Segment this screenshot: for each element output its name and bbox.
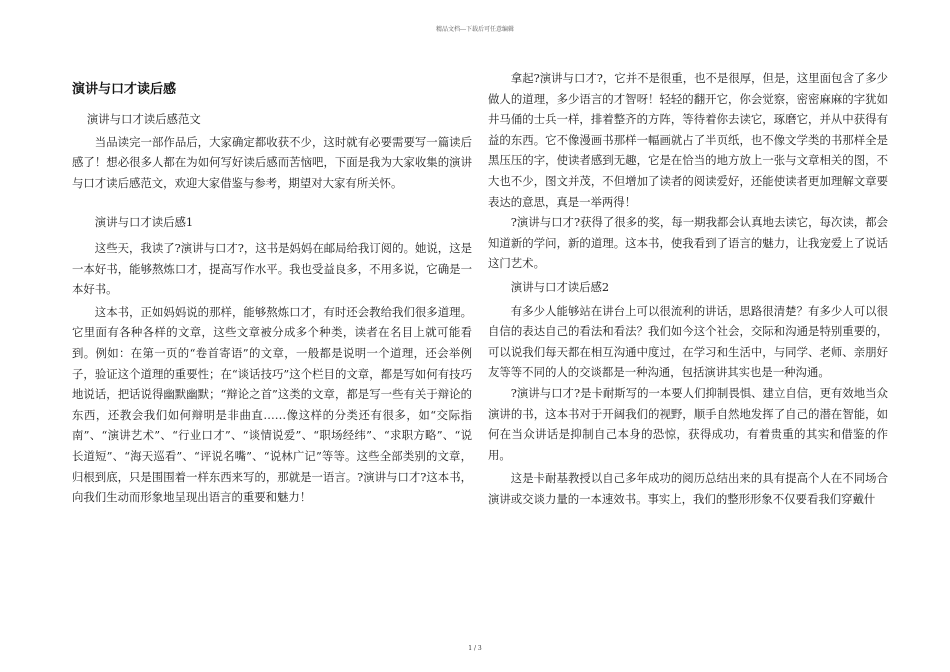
section-1-heading: 演讲与口才读后感1 (94, 215, 194, 230)
left-column (72, 68, 472, 508)
section-1-paragraph-3: 拿起?演讲与口才?，它并不是很重，也不是很厚，但是，这里面包含了多少做人的道理，多少语言的才智呀！轻轻的翻开它，你会觉察，密密麻麻的字犹如井马俑的士兵一样，排着整齐的方阵，等待着你去读它，琢磨它，并从中获得有益的东西。它不像漫画书那样一幅画就占了半页纸，也不像文学类的书那样全是黑压压的字，使读者感到无趣，它是在恰当的地方放上一张与文章相关的图，不大也不少，图文并茂，不但增加了读者的阅读爱好，还能使读者更加理解文章要表达的意思，真是一举两得！ (488, 71, 888, 209)
section-2-paragraph-1: 有多少人能够站在讲台上可以很流利的讲话，思路很清楚？有多少人可以很自信的表达自己的看法和看法？我们如今这个社会，交际和沟通是特别重要的，可以说我们每天都在相互沟通中度过，在学习和生活中，与同学、老师、亲朋好友等等不同的人的交谈都是一种沟通，包括演讲其实也是一种沟通。 (488, 303, 888, 380)
section-1-paragraph-1: 这些天，我读了?演讲与口才?，这书是妈妈在邮局给我订阅的。她说，这是一本好书，能够熬炼口才，提高写作水平。我也受益良多，不用多说，它确是一本好书。 (72, 240, 472, 297)
document-title: 演讲与口才读后感 (72, 82, 177, 97)
section-2-heading: 演讲与口才读后感2 (510, 279, 610, 294)
section-1-paragraph-4: ?演讲与口才?获得了很多的奖，每一期我都会认真地去读它，每次读，都会知道新的学问，新的道理。这本书，使我看到了语言的魅力，让我宠爱上了说话这门艺术。 (488, 215, 888, 271)
intro-paragraph: 当品读完一部作品后，大家确定都收获不少，这时就有必要需要写一篇读后感了！想必很多人都在为如何写好读后感而苦恼吧，下面是我为大家收集的演讲与口才读后感范文，欢迎大家借鉴与参考，期望对大家有所关怀。 (72, 134, 472, 190)
section-2-paragraph-3: 这是卡耐基教授以自己多年成功的阅历总结出来的具有提高个人在不同场合演讲或交谈力量的一本速效书。事实上，我们的整形形象不仅要看我们穿戴什 (488, 471, 888, 506)
section-1-paragraph-2: 这本书，正如妈妈说的那样，能够熬炼口才，有时还会教给我们很多道理。它里面有各种各样的文章，这些文章被分成多个种类，读者在名目上就可能看到。例如：在第一页的“卷首寄语”的文章，一般都是说明一个道理，还会举例子，验证这个道理的重要性；在“谈话技巧”这个栏目的文章，都是写如何有技巧地说话，把话说得幽默幽默；“辩论之首”这类的文章，都是写一些有关于辩论的东西，还教会我们如何辩明是非曲直……像这样的分类还有很多，如“交际指南”、“演讲艺术”、“行业口才”、“谈情说爱”、“职场经纬”、“求职方略”、“说长道短”、“海天巡看”、“评说名嘴”、“说林广记”等等。这些全部类别的文章，归根到底，只是围围着一样东西来写的，那就是一语言。?演讲与口才?这本书，向我们生动而形象地呈现出语言的重要和魅力！ (72, 304, 472, 505)
page-header-note: 精品文档---下载后可任意编辑 (435, 26, 515, 33)
document-subtitle: 演讲与口才读后感范文 (86, 112, 201, 126)
page-number: 1 / 3 (468, 645, 482, 652)
section-2-paragraph-2: ?演讲与口才?是卡耐斯写的一本要人们抑制畏惧、建立自信，更有效地当众演讲的书，这本书对于开阔我们的视野，顺手自然地发挥了自己的潜在智能，如何在当众讲话是抑制自己本身的恐惊，获得成功，有着贵重的其实和借鉴的作用。 (488, 385, 888, 462)
right-column (488, 68, 888, 509)
